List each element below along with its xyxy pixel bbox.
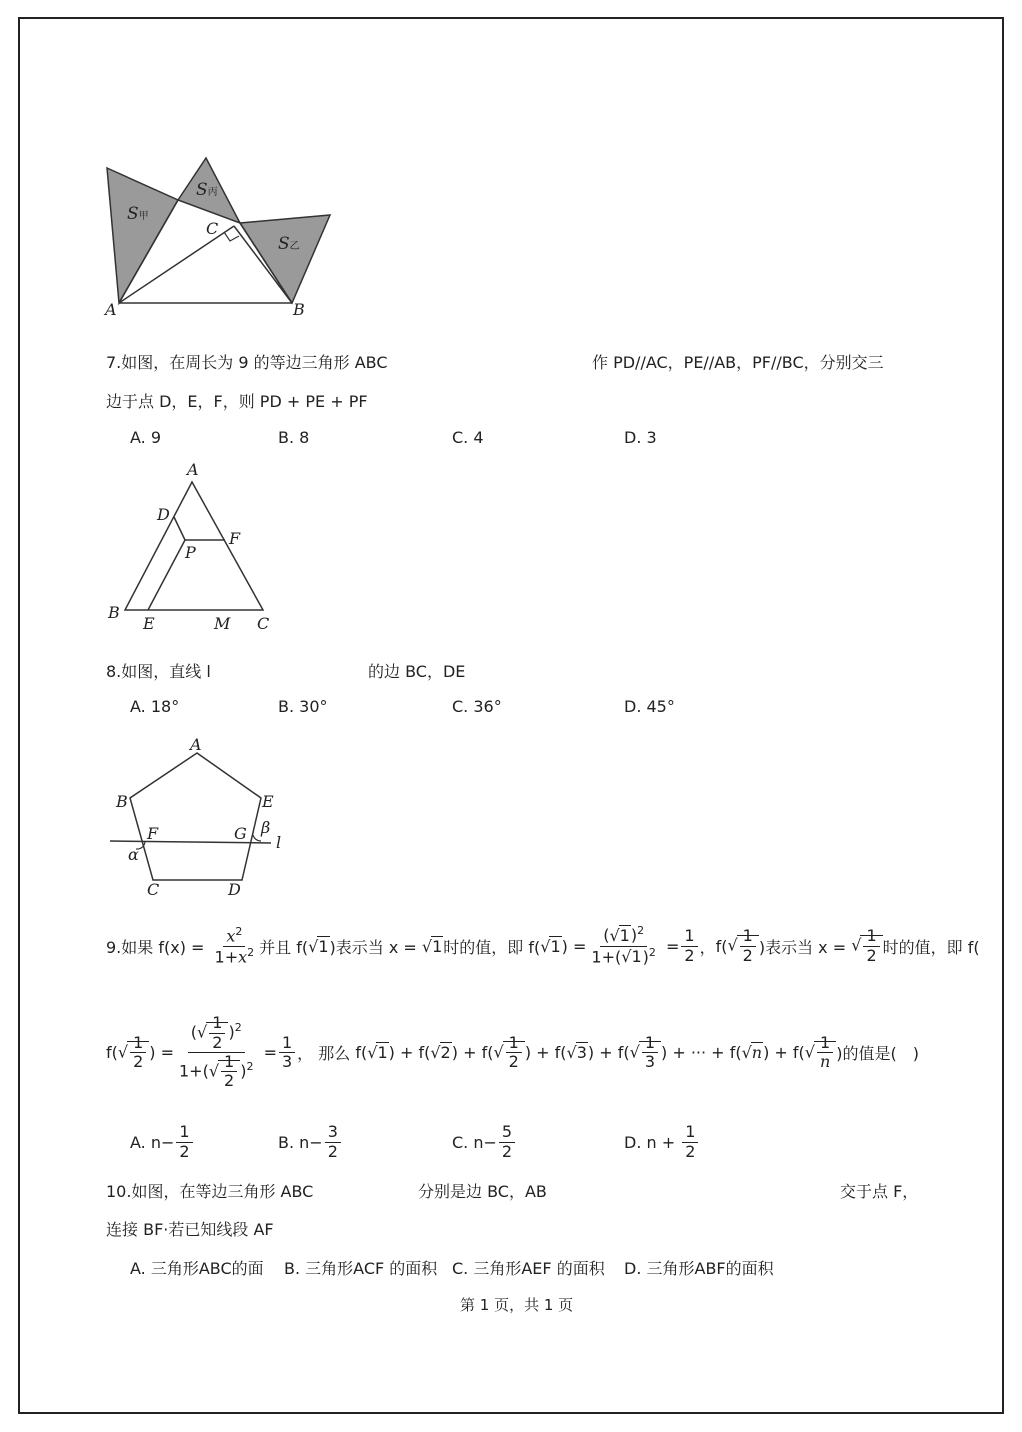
q7-choice-c[interactable]: C. 4 xyxy=(452,428,484,447)
q8-label-d: D xyxy=(228,880,241,899)
q7-label-e: E xyxy=(143,614,155,633)
page-footer: 第 1 页，共 1 页 xyxy=(460,1296,574,1314)
q10-text-b: 分别是边 BC，AB xyxy=(418,1182,547,1201)
label-s-bing: S丙 xyxy=(196,180,218,200)
q9-choice-b[interactable]: B. n− $\frac{3}{2}$ xyxy=(278,1122,343,1162)
q7-label-b: B xyxy=(108,603,120,622)
q9-choice-a[interactable]: A. n− $\frac{1}{2}$ xyxy=(130,1122,195,1162)
q9-line-2: f( √ $\frac{1}{2}$ ) = (√ $\frac{1}{2}$ )$^2$ 1+(√ $\frac{1}{2}$ )$^2$ = $\frac{1}{3}$ ， 那么 f( √1 ) + f( √2 ) + f( √ $\frac{1}{2}$ ) + f( √3 ) + f( √ $\frac{1}{3}$ ) + ··· + f( √n ) + f( √ $\frac{1}{n}$ )的值是( ) xyxy=(106,1013,920,1091)
label-s-yi: S乙 xyxy=(278,234,300,254)
q7-text-a: 7.如图，在周长为 9 的等边三角形 ABC xyxy=(106,353,388,372)
q8-label-l: l xyxy=(276,833,282,852)
q8-text-b: 的边 BC，DE xyxy=(368,662,466,681)
q8-choice-c[interactable]: C. 36° xyxy=(452,697,502,716)
label-a: A xyxy=(105,300,117,319)
q10-text-c: 交于点 F， xyxy=(840,1182,919,1201)
q7-text-c: 边于点 D，E，F，则 PD + PE + PF xyxy=(106,392,368,411)
q8-choice-a[interactable]: A. 18° xyxy=(130,697,180,716)
q8-label-beta: β xyxy=(261,818,271,837)
q8-label-f: F xyxy=(147,824,159,843)
q8-label-alpha: α xyxy=(128,845,139,864)
q8-label-g: G xyxy=(234,824,247,843)
triangle-s-jia xyxy=(107,168,178,303)
label-c: C xyxy=(206,219,219,238)
q10-text-a: 10.如图，在等边三角形 ABC xyxy=(106,1182,314,1201)
q7-label-p: P xyxy=(185,543,196,562)
q7-choice-d[interactable]: D. 3 xyxy=(624,428,657,447)
q7-text-b: 作 PD//AC，PE//AB，PF//BC，分别交三 xyxy=(592,353,884,372)
q8-label-e: E xyxy=(262,792,274,811)
q8-choice-d[interactable]: D. 45° xyxy=(624,697,675,716)
label-b: B xyxy=(293,300,305,319)
figure-shaded-triangles xyxy=(100,150,340,320)
q10-text-d: 连接 BF·若已知线段 AF xyxy=(106,1220,274,1239)
q7-label-c: C xyxy=(257,614,270,633)
triangle-s-yi xyxy=(240,215,330,303)
q9-line-1: 9.如果 f(x) = $\frac{x^2}{1+x^2}$ 并且 f( √1 )表示当 x = √1 时的值，即 f( √1 ) = $\frac{(√1)^2}{1+(√1)^2}$ = $\frac{1}{2}$ ， f( √ $\frac{1}{2}$ )表示当 x = √ $\frac{1}{2}$ 时的值，即 f( xyxy=(106,924,980,967)
q8-label-a: A xyxy=(190,735,202,754)
q7-choice-b[interactable]: B. 8 xyxy=(278,428,310,447)
q10-choice-d[interactable]: D. 三角形ABF的面积 xyxy=(624,1259,774,1278)
q8-choice-b[interactable]: B. 30° xyxy=(278,697,328,716)
q9-choice-c[interactable]: C. n− $\frac{5}{2}$ xyxy=(452,1122,517,1162)
q8-text-a: 8.如图，直线 l xyxy=(106,662,211,681)
q9-choice-d[interactable]: D. n + $\frac{1}{2}$ xyxy=(624,1122,700,1162)
q7-label-f: F xyxy=(229,529,241,548)
q7-choice-a[interactable]: A. 9 xyxy=(130,428,162,447)
q7-label-a: A xyxy=(187,460,199,479)
q10-choice-c[interactable]: C. 三角形AEF 的面积 xyxy=(452,1259,605,1278)
q10-choice-b[interactable]: B. 三角形ACF 的面积 xyxy=(284,1259,438,1278)
q8-label-b: B xyxy=(116,792,128,811)
label-s-jia: S甲 xyxy=(127,204,149,224)
q7-label-m: M xyxy=(214,614,231,633)
q7-label-d: D xyxy=(157,505,170,524)
q10-choice-a[interactable]: A. 三角形ABC的面 xyxy=(130,1259,264,1278)
q8-label-c: C xyxy=(147,880,160,899)
